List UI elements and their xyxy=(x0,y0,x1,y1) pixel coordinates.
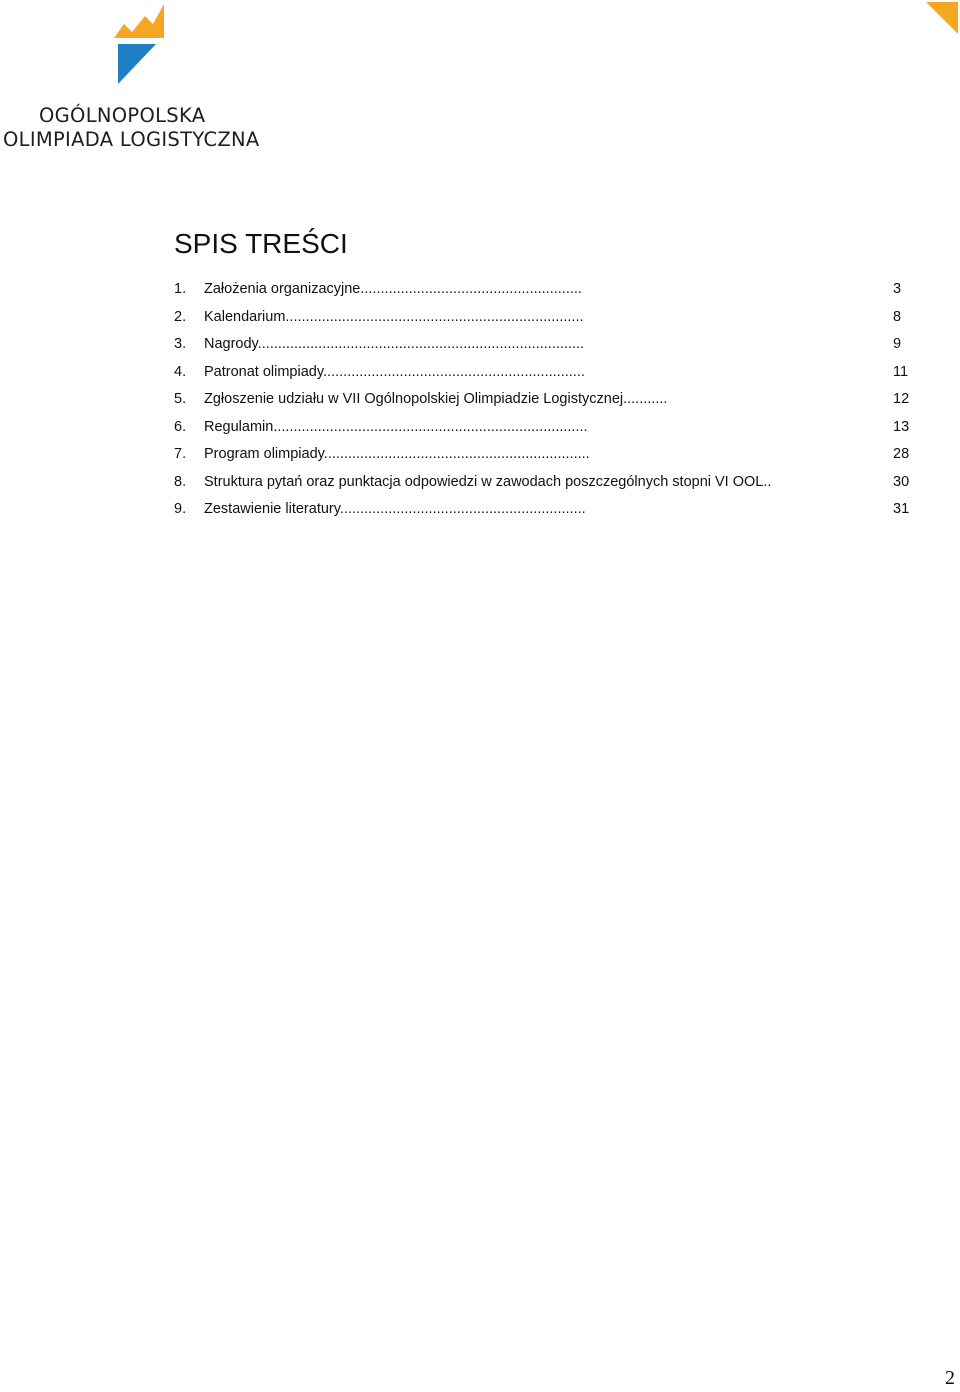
toc-entry-title: Struktura pytań oraz punktacja odpowiedzi w zawodach poszczególnych stopni VI OOL.. xyxy=(204,473,772,490)
toc-entry[interactable] xyxy=(174,334,914,362)
toc-entry-title: Regulamin.............................................................................. xyxy=(204,418,588,435)
toc-entry[interactable] xyxy=(174,444,914,472)
toc-entry-page: 31 xyxy=(893,501,910,517)
toc-entry-number: 1. xyxy=(174,281,187,297)
toc-entry-page: 28 xyxy=(893,446,910,462)
toc-entry[interactable] xyxy=(174,279,914,307)
corner-triangle-icon xyxy=(926,2,958,34)
olympiad-logo-text xyxy=(3,104,260,152)
toc-entry-title: Kalendarium.......................................................................... xyxy=(204,308,584,325)
olympiad-logo-mark-icon xyxy=(112,2,168,88)
toc-entry-number: 6. xyxy=(174,418,187,435)
toc-entry-title: Zgłoszenie udziału w VII Ogólnopolskiej Olimpiadzie Logistycznej........... xyxy=(204,391,668,407)
toc-entry[interactable] xyxy=(174,499,914,527)
toc-entry-number: 4. xyxy=(174,363,187,380)
toc-title: SPIS TREŚCI xyxy=(174,228,348,259)
toc-entry-page: 13 xyxy=(893,418,910,435)
toc-entry-title: Zestawienie literatury............................................................. xyxy=(204,501,586,517)
toc-entry-page: 30 xyxy=(893,473,910,490)
page-number: 2 xyxy=(945,1367,955,1389)
logo-line-1: OGÓLNOPOLSKA xyxy=(39,104,206,127)
toc-entry-title: Patronat olimpiady................................................................. xyxy=(204,363,585,380)
toc-entry-title: Program olimpiady.................................................................. xyxy=(204,446,590,462)
toc-entry[interactable] xyxy=(174,362,914,390)
toc-entry-number: 3. xyxy=(174,336,187,352)
toc-entry-title: Założenia organizacyjne....................................................... xyxy=(204,281,582,297)
toc-entry[interactable] xyxy=(174,417,914,445)
toc-entry-number: 9. xyxy=(174,501,187,517)
toc-entry[interactable] xyxy=(174,307,914,335)
toc-entry-title: Nagrody................................................................................. xyxy=(204,336,585,352)
toc-entry-number: 8. xyxy=(174,473,187,490)
logo-line-2: OLIMPIADA LOGISTYCZNA xyxy=(3,128,260,151)
toc-entry-number: 2. xyxy=(174,308,187,325)
toc-entry[interactable] xyxy=(174,472,914,500)
toc-entry-page: 11 xyxy=(893,363,909,380)
toc-entry-number: 5. xyxy=(174,391,187,407)
toc-entry-page: 12 xyxy=(893,391,910,407)
table-of-contents xyxy=(174,279,914,527)
toc-entry[interactable] xyxy=(174,389,914,417)
toc-entry-page: 8 xyxy=(893,308,902,325)
toc-entry-number: 7. xyxy=(174,446,187,462)
toc-entry-page: 3 xyxy=(893,281,902,297)
toc-entry-page: 9 xyxy=(893,336,902,352)
